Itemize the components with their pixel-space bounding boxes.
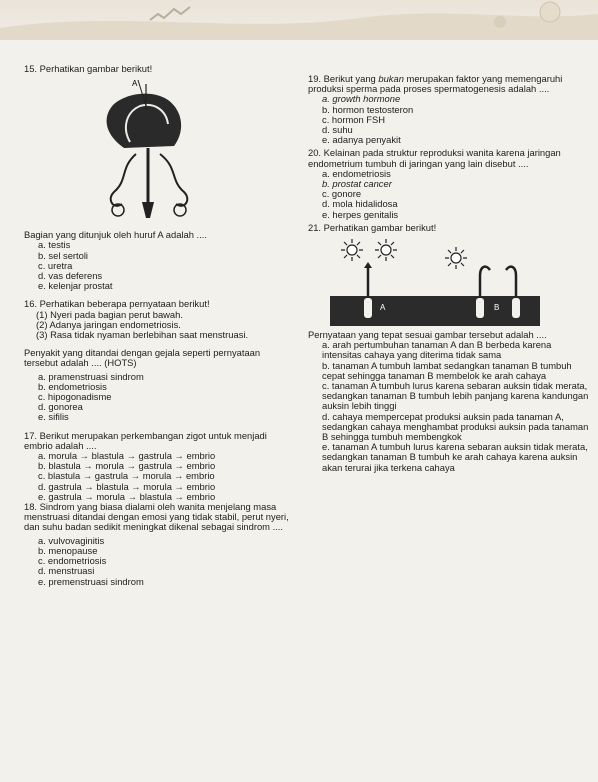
q17-stem: 17. Berikut merupakan perkembangan zigot untuk menjadi embrio adalah ....	[24, 429, 267, 451]
q16-option-d: d. gonorea	[38, 401, 83, 413]
male-reproductive-figure	[84, 76, 224, 228]
q16-option-e: e. sifilis	[38, 411, 69, 423]
q19-option-b: b. hormon testosteron	[322, 103, 414, 115]
q15-option-c: c. uretra	[38, 259, 73, 271]
q19-stem-pre: 19. Berikut yang	[308, 73, 379, 84]
q21-option-a: a. arah pertumbuhan tanaman A dan B berbeda karena intensitas cahaya yang diterima tidak sama	[322, 339, 552, 361]
decorative-banner-art	[0, 0, 598, 40]
q21-option-d: d. cahaya mempercepat produksi auksin pada tanaman A, sedangkan cahaya menghambat produksi auksin pada tanaman B sehingga tumbuh membengkok	[322, 410, 589, 443]
q15-stem: 15. Perhatikan gambar berikut!	[24, 63, 153, 74]
sun-icon	[445, 247, 467, 269]
question-18	[24, 502, 296, 587]
question-21	[308, 223, 590, 473]
question-20	[308, 148, 590, 219]
q16-stem: 16. Perhatikan beberapa pernyataan berikut!	[24, 298, 210, 310]
q17-option-a: a. morula → blastula → gastrula → embrio	[38, 450, 216, 462]
q17-option-c: c. blastula → gastrula → morula → embrio	[38, 470, 215, 482]
question-15	[24, 64, 296, 291]
question-17	[24, 431, 296, 502]
q19-option-c: c. hormon FSH	[322, 113, 386, 125]
phototropism-figure	[330, 236, 540, 326]
q20-option-b: b. prostat cancer	[322, 178, 392, 190]
q16-item-3: (3) Rasa tidak nyaman berlebihan saat menstruasi.	[36, 329, 249, 341]
sun-icon	[341, 239, 363, 261]
q16-item-2: (2) Adanya jaringan endometriosis.	[36, 318, 181, 330]
q21-option-b: b. tanaman A tumbuh lambat sedangkan tanaman B tumbuh cepat sehingga tanaman B membelok ke arah cahaya	[322, 359, 572, 381]
q18-option-e: e. premenstruasi sindrom	[38, 575, 144, 587]
q19-option-a: a. growth hormone	[322, 93, 401, 105]
q20-option-e: e. herpes genitalis	[322, 208, 399, 220]
q20-option-a: a. endometriosis	[322, 167, 391, 179]
q18-stem: 18. Sindrom yang biasa dialami oleh wanita menjelang masa menstruasi ditandai dengan emosi yang tidak stabil, perut nyeri, dan suhu badan sedikit meningkat dikenal sebagai sindrom ....	[24, 501, 289, 533]
q16-item-1: (1) Nyeri pada bagian perut bawah.	[36, 308, 183, 320]
q18-option-a: a. vulvovaginitis	[38, 534, 105, 546]
q15-option-e: e. kelenjar prostat	[38, 280, 113, 292]
q15-option-b: b. sel sertoli	[38, 249, 89, 261]
q21-label-a: A	[380, 303, 386, 313]
left-column	[24, 64, 296, 587]
q20-option-d: d. mola hidalidosa	[322, 198, 398, 210]
q18-option-c: c. endometriosis	[38, 555, 107, 567]
q17-option-b: b. blastula → morula → gastrula → embrio	[38, 460, 216, 472]
q16-option-c: c. hipogonadisme	[38, 391, 112, 403]
q15-caption: Bagian yang ditunjuk oleh huruf A adalah ....	[24, 229, 207, 241]
q17-option-e: e. gastrula → morula → blastula → embrio	[38, 490, 216, 502]
right-column	[308, 74, 590, 473]
q15-option-d: d. vas deferens	[38, 270, 103, 282]
q21-option-e: e. tanaman A tumbuh lurus karena sebaran auksin tidak merata, sedangkan tanaman B tumbuh ke arah cahaya karena auksin akan terurai jika terkena cahaya	[322, 441, 588, 473]
q16-option-b: b. endometriosis	[38, 380, 107, 392]
q19-stem-post: merupakan faktor yang memengaruhi produksi sperma pada proses spermatogenesis adalah ....	[308, 73, 563, 95]
q17-option-d: d. gastrula → blastula → morula → embrio	[38, 480, 216, 492]
q15-label-a: A	[132, 79, 138, 89]
q15-option-a: a. testis	[38, 239, 71, 251]
q16-stem-2: Penyakit yang ditandai dengan gejala seperti pernyataan tersebut adalah .... (HOTS)	[24, 347, 261, 369]
q19-option-e: e. adanya penyakit	[322, 134, 401, 146]
q19-stem-italic: bukan	[378, 73, 404, 84]
q18-option-b: b. menopause	[38, 544, 98, 556]
q21-label-b: B	[494, 303, 500, 313]
q20-option-c: c. gonore	[322, 188, 362, 200]
q19-stem	[308, 74, 590, 94]
q21-option-c: c. tanaman A tumbuh lurus karena sebaran auksin tidak merata, sedangkan tanaman B tumbuh lebih panjang karena kandungan auksin lebih tinggi	[322, 380, 589, 412]
decorative-banner	[0, 0, 598, 40]
q21-stem: 21. Perhatikan gambar berikut!	[308, 221, 437, 233]
question-16	[24, 299, 296, 422]
q18-option-d: d. menstruasi	[38, 565, 95, 577]
q20-stem: 20. Kelainan pada struktur reproduksi wanita karena jaringan endometrium tumbuh di jaringan yang lain disebut ....	[308, 147, 561, 169]
q21-stem-2: Pernyataan yang tepat sesuai gambar tersebut adalah ....	[308, 329, 547, 341]
q19-option-d: d. suhu	[322, 124, 353, 136]
q16-option-a: a. pramenstruasi sindrom	[38, 370, 144, 382]
sun-icon	[375, 239, 397, 261]
question-19	[308, 74, 590, 145]
